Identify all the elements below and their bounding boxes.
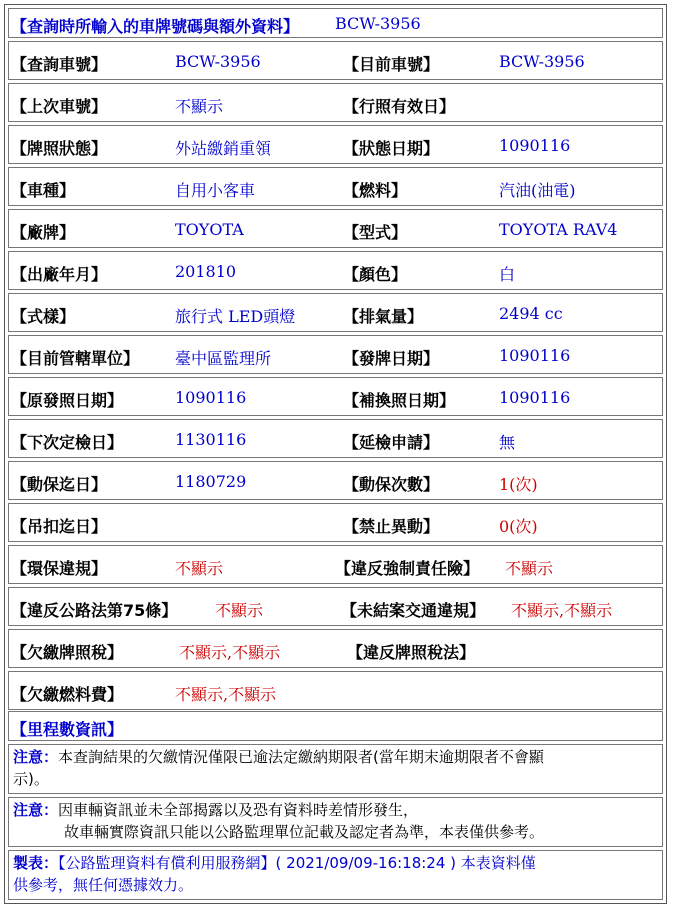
field-value: TOYOTA RAV4 [499, 220, 618, 239]
field-value: 2494 cc [499, 304, 563, 323]
note-2-head: 注意： [13, 801, 59, 819]
field-label: 【狀態日期】 [343, 139, 440, 158]
info-row [8, 629, 663, 668]
field-label: 【排氣量】 [343, 307, 424, 326]
footer-service: 【公路監理資料有償利用服務網】 [58, 854, 276, 872]
title-label: 【查詢時所輸入的車牌號碼與額外資料】 [11, 17, 300, 36]
note-1-head: 注意： [13, 748, 59, 766]
field-value: 不顯示,不顯示 [179, 643, 281, 662]
field-label: 【動保次數】 [343, 475, 440, 494]
info-row [8, 545, 663, 584]
field-value: BCW-3956 [175, 52, 261, 71]
field-label: 【顏色】 [343, 265, 408, 284]
footer-line2: 供參考，無任何憑據效力。 [13, 876, 194, 894]
field-label: 【目前車號】 [343, 55, 440, 74]
field-label: 【禁止異動】 [343, 517, 440, 536]
footer-head: 製表： [13, 854, 59, 872]
title-row [8, 8, 663, 38]
field-label: 【牌照狀態】 [11, 139, 108, 158]
field-label: 【欠繳牌照稅】 [11, 643, 124, 662]
field-value: 無 [499, 433, 516, 452]
field-value: 不顯示,不顯示 [511, 601, 613, 620]
field-label: 【上次車號】 [11, 97, 108, 116]
field-value: 不顯示 [175, 97, 224, 116]
info-row [8, 461, 663, 500]
field-value: 不顯示 [215, 601, 264, 620]
field-value: 外站繳銷重領 [175, 139, 272, 158]
field-label: 【廠牌】 [11, 223, 76, 242]
field-value: 汽油(油電) [499, 181, 576, 200]
mileage-row [8, 711, 663, 741]
info-row [8, 671, 663, 710]
info-row [8, 587, 663, 626]
field-value: 不顯示 [175, 559, 224, 578]
field-label: 【違反牌照稅法】 [347, 643, 476, 662]
note-1-line2: 示)。 [13, 770, 49, 788]
field-value: 1090116 [499, 136, 571, 155]
field-label: 【原發照日期】 [11, 391, 124, 410]
info-row [8, 419, 663, 458]
field-value: 1090116 [499, 388, 571, 407]
field-value: 不顯示 [505, 559, 554, 578]
field-label: 【車種】 [11, 181, 76, 200]
info-row [8, 41, 663, 80]
info-row [8, 503, 663, 542]
vehicle-info-sheet [4, 4, 667, 904]
mileage-label: 【里程數資訊】 [11, 720, 124, 739]
field-value: 臺中區監理所 [175, 349, 272, 368]
field-label: 【行照有效日】 [343, 97, 456, 116]
info-row [8, 209, 663, 248]
field-label: 【吊扣迄日】 [11, 517, 108, 536]
field-label: 【延檢申請】 [343, 433, 440, 452]
field-label: 【補換照日期】 [343, 391, 456, 410]
field-value: 1090116 [175, 388, 247, 407]
info-row [8, 251, 663, 290]
field-value: 白 [499, 265, 516, 284]
field-value: 旅行式 LED頭燈 [175, 307, 296, 326]
note-2-line2: 故車輛實際資訊只能以公路監理單位記載及認定者為準，本表僅供參考。 [64, 823, 545, 841]
field-label: 【動保迄日】 [11, 475, 108, 494]
field-label: 【違反公路法第75條】 [11, 601, 178, 620]
field-label: 【違反強制責任險】 [335, 559, 480, 578]
field-value: TOYOTA [175, 220, 244, 239]
field-value: 1090116 [499, 346, 571, 365]
field-label: 【型式】 [343, 223, 408, 242]
field-value: 1180729 [175, 472, 247, 491]
field-label: 【式樣】 [11, 307, 76, 326]
field-value: 自用小客車 [175, 181, 256, 200]
note-1-line1: 本查詢結果的欠繳情況僅限已逾法定繳納期限者(當年期末逾期限者不會顯 [58, 748, 544, 766]
field-value: 201810 [175, 262, 237, 281]
info-row [8, 377, 663, 416]
field-label: 【查詢車號】 [11, 55, 108, 74]
note-2 [8, 797, 663, 847]
info-row [8, 335, 663, 374]
field-label: 【下次定檢日】 [11, 433, 124, 452]
info-row [8, 167, 663, 206]
field-value: 不顯示,不顯示 [175, 685, 277, 704]
field-value: 0(次) [499, 517, 538, 536]
field-label: 【燃料】 [343, 181, 408, 200]
field-label: 【發牌日期】 [343, 349, 440, 368]
field-label: 【欠繳燃料費】 [11, 685, 124, 704]
title-plate: BCW-3956 [335, 14, 421, 33]
footer-note [8, 850, 663, 900]
field-value: 1130116 [175, 430, 247, 449]
info-row [8, 293, 663, 332]
field-label: 【未結案交通違規】 [341, 601, 486, 620]
footer-stamp: ( 2021/09/09-16:18:24 ) 本表資料僅 [275, 854, 536, 872]
field-label: 【環保違規】 [11, 559, 108, 578]
info-row [8, 125, 663, 164]
note-2-line1: 因車輛資訊並未全部揭露以及恐有資料時差情形發生， [58, 801, 419, 819]
field-label: 【出廠年月】 [11, 265, 108, 284]
info-row [8, 83, 663, 122]
field-value: 1(次) [499, 475, 538, 494]
field-value: BCW-3956 [499, 52, 585, 71]
field-label: 【目前管轄單位】 [11, 349, 140, 368]
note-1 [8, 744, 663, 794]
